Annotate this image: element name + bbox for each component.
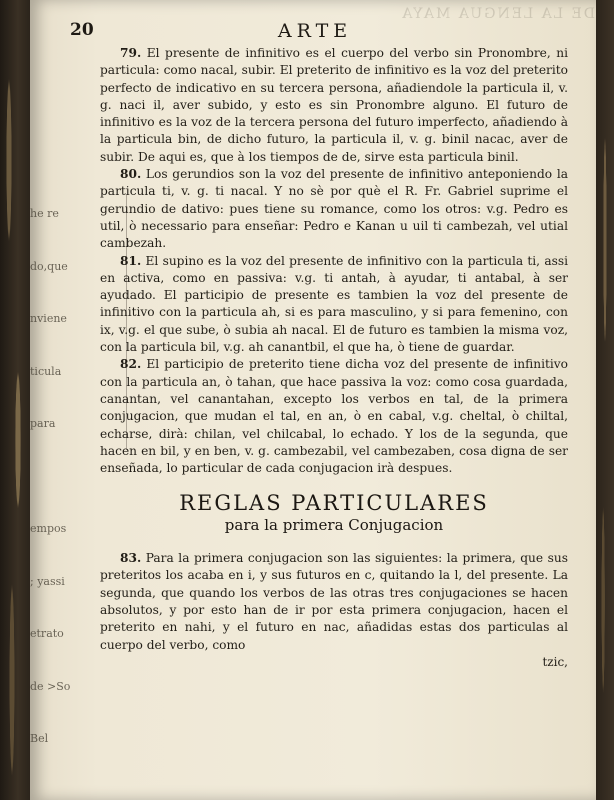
margin-fragment: para [30, 417, 56, 430]
margin-fragment: nviene [30, 312, 67, 325]
book-cover-right [596, 0, 614, 800]
book-cover-left [0, 0, 30, 800]
margin-fragment: etrato [30, 627, 64, 640]
margin-fragment: ; yassi [30, 574, 65, 588]
margin-fragment [30, 468, 88, 486]
paragraph-text: Para la primera conjugacion son las siguientes: la primera, que sus preteritos los acaba en i, y sus futuros en c, quitando la l, del presente. La segunda, que quando los verbos de las otras tres conjugaciones se hacen absolutos, y por esto han de ir por esta primera conjugacion, hacen el preterito en nahi, y el futuro en nac, añadidas estas dos particulas al cuerpo del verbo, como [100, 551, 569, 652]
paragraph-number: 80. [120, 167, 142, 182]
section-title: REGLAS PARTICULARES [179, 491, 489, 516]
section-subtitle: para la primera Conjugacion [224, 515, 444, 534]
bleed-through-text: DE LA LENGUA MAYA [400, 6, 595, 22]
margin-fragment: ticula [30, 364, 62, 378]
paragraph-83 [100, 550, 568, 654]
paragraph-79 [100, 45, 568, 166]
body-text [100, 45, 568, 671]
paragraph-text: El participio de preterito tiene dicha voz del presente de infinitivo con la particula an, ò tahan, que hace passiva la voz: como cosa guardada, canantan, vel canantahan, excepto los verbos en tal, de la primera conjugacion, que mudan el tal, en an, ò en cabal, v.g. cheltal, ò chiltal, echarse, dirà: chilan, vel chilcabal, lo echado. Y los de la segunda, que hacen en bil, y en ben, v. g. cambezabil, vel cambezaben, cosa digna de ser enseñada, lo particular de cada conjugacion irà despues. [100, 357, 568, 476]
page-number: 20 [70, 20, 94, 40]
margin-fragment: Bel [30, 732, 49, 745]
paragraph-number: 79. [120, 46, 142, 60]
paragraph-text: Los gerundios son la voz del presente de infinitivo anteponiendo la particula ti, v. g. ti nacal. Y no sè por què el R. Fr. Gabriel suprime el gerundio de dativo: pues tiene su romance, como los otros: v.g. Pedro es util, ò necessario para enseñar: Pedro e Kanan u uil ti cambezah, vel utial cambezah. [100, 167, 568, 251]
paragraph-number: 82. [120, 357, 142, 372]
page-header [70, 20, 560, 44]
margin-fragment: do,que [30, 259, 68, 273]
margin-fragment: de >So [30, 679, 71, 693]
margin-fragment: he re [30, 207, 59, 220]
paragraph-80 [100, 166, 568, 252]
paragraph-number: 81. [120, 253, 142, 268]
paragraph-number: 83. [120, 551, 142, 566]
running-head: ARTE [277, 20, 353, 42]
paragraph-text: El presente de infinitivo es el cuerpo del verbo sin Pronombre, ni particula: como nacal, subir. El preterito de infinitivo es la voz del preterito perfecto de indicativo en su tercera persona, añadiendole la particula il, v. g. naci il, aver subido, y esto es sin Pronombre alguno. El futuro de infinitivo es la voz de la tercera persona del futuro imperfecto, añadiendo à la particula bin, de dicho futuro, la particula il, v. g. binil nacac, aver de subir. De aqui es, que à los tiempos de de, sirve esta particula binil. [100, 46, 569, 164]
paragraph-81 [100, 253, 568, 357]
paragraph-text: El supino es la voz del presente de infinitivo con la particula ti, assi en activa, como en passiva: v.g. ti antah, à ayudar, ti antabal, à ser ayudado. El participio de presente es tambien la voz del presente de infinitivo con la particula ah, si es para masculino, y si para femenino, con ix, v.g. el que sube, ò subia ah nacal. El de futuro es tambien la misma voz, con la particula bil, v.g. ah canantbil, el que ha, ò tiene de guardar. [100, 253, 568, 355]
catchword: tzic, [542, 654, 568, 669]
margin-fragments [30, 170, 88, 783]
margin-fragment: empos [30, 522, 67, 535]
paragraph-82 [100, 356, 568, 477]
